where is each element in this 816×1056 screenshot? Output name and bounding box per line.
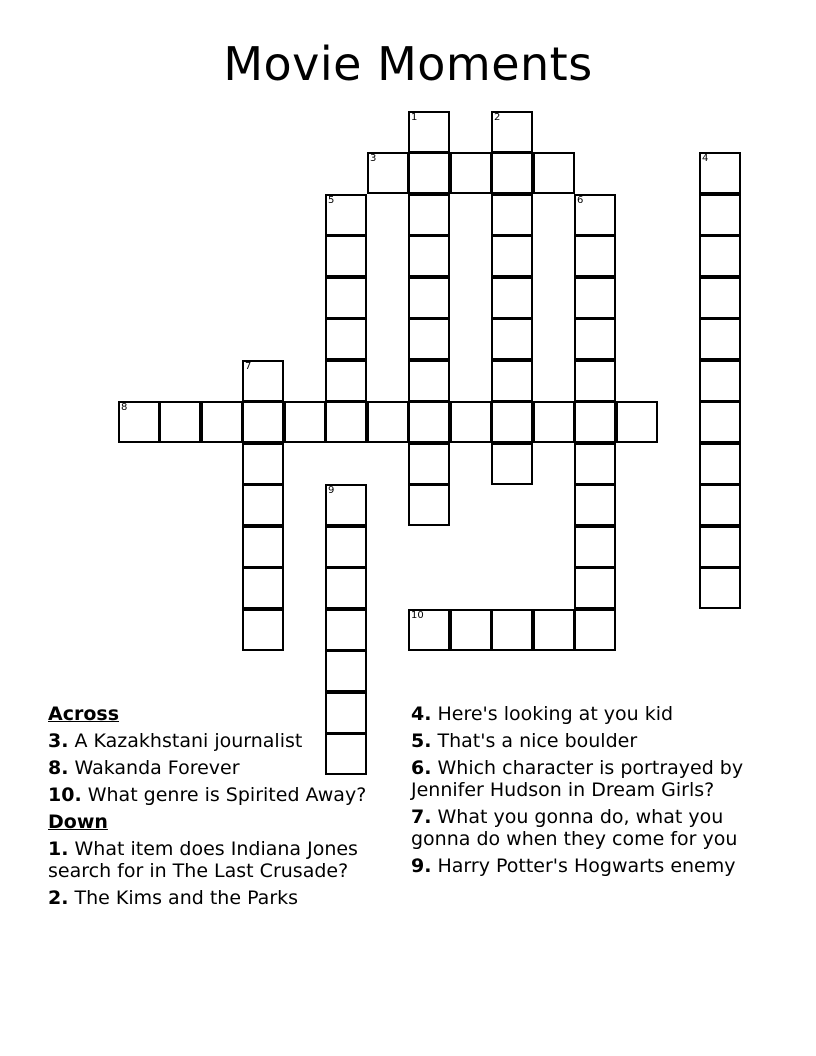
cell-number: 7 bbox=[245, 361, 252, 372]
down-clue-1 bbox=[48, 838, 400, 882]
clue-number: 4. bbox=[411, 703, 432, 725]
grid-cell[interactable] bbox=[533, 152, 575, 194]
grid-cell[interactable] bbox=[616, 401, 658, 443]
down-clue-7 bbox=[411, 806, 781, 850]
clue-text: Harry Potter's Hogwarts enemy bbox=[437, 855, 736, 877]
clue-text: What you gonna do, what you gonna do when they come for you bbox=[411, 806, 738, 850]
grid-cell[interactable] bbox=[574, 443, 616, 485]
grid-cell[interactable] bbox=[284, 401, 326, 443]
grid-cell[interactable] bbox=[491, 360, 533, 402]
clue-number: 6. bbox=[411, 757, 432, 779]
grid-cell[interactable] bbox=[574, 360, 616, 402]
across-clue-10 bbox=[48, 784, 400, 806]
grid-cell[interactable] bbox=[533, 401, 575, 443]
cell-number: 8 bbox=[121, 402, 128, 413]
clue-number: 1. bbox=[48, 838, 69, 860]
grid-cell[interactable] bbox=[699, 235, 741, 277]
grid-cell[interactable] bbox=[574, 318, 616, 360]
grid-cell[interactable] bbox=[325, 277, 367, 319]
grid-cell[interactable] bbox=[699, 152, 741, 194]
grid-cell[interactable] bbox=[325, 194, 367, 236]
grid-cell[interactable] bbox=[242, 609, 284, 651]
grid-cell[interactable] bbox=[574, 235, 616, 277]
grid-cell[interactable] bbox=[491, 194, 533, 236]
grid-cell[interactable] bbox=[408, 111, 450, 153]
grid-cell[interactable] bbox=[408, 443, 450, 485]
across-clue-8 bbox=[48, 757, 400, 779]
down-clue-9 bbox=[411, 855, 781, 877]
grid-cell[interactable] bbox=[325, 567, 367, 609]
down-clue-4 bbox=[411, 703, 781, 725]
grid-cell[interactable] bbox=[491, 277, 533, 319]
down-clue-2 bbox=[48, 887, 400, 909]
grid-cell[interactable] bbox=[450, 152, 492, 194]
grid-cell[interactable] bbox=[450, 609, 492, 651]
grid-cell[interactable] bbox=[242, 401, 284, 443]
grid-cell[interactable] bbox=[408, 152, 450, 194]
grid-cell[interactable] bbox=[242, 443, 284, 485]
across-clue-3 bbox=[48, 730, 400, 752]
grid-cell[interactable] bbox=[408, 235, 450, 277]
grid-cell[interactable] bbox=[325, 360, 367, 402]
clue-text: What genre is Spirited Away? bbox=[87, 784, 367, 806]
cell-number: 4 bbox=[702, 153, 709, 164]
grid-cell[interactable] bbox=[201, 401, 243, 443]
clue-text: Which character is portrayed by Jennifer Hudson in Dream Girls? bbox=[411, 757, 744, 801]
grid-cell[interactable] bbox=[242, 360, 284, 402]
cell-number: 6 bbox=[577, 195, 584, 206]
clue-number: 8. bbox=[48, 757, 69, 779]
grid-cell[interactable] bbox=[450, 401, 492, 443]
clue-text: What item does Indiana Jones search for in The Last Crusade? bbox=[48, 838, 358, 882]
cell-number: 1 bbox=[411, 112, 418, 123]
grid-cell[interactable] bbox=[367, 152, 409, 194]
down-clue-5 bbox=[411, 730, 781, 752]
cell-number: 2 bbox=[494, 112, 501, 123]
cell-number: 3 bbox=[370, 153, 377, 164]
clue-number: 3. bbox=[48, 730, 69, 752]
grid-cell[interactable] bbox=[408, 277, 450, 319]
clue-number: 2. bbox=[48, 887, 69, 909]
grid-cell[interactable] bbox=[325, 650, 367, 692]
grid-cell[interactable] bbox=[325, 609, 367, 651]
grid-cell[interactable] bbox=[491, 152, 533, 194]
grid-cell[interactable] bbox=[325, 526, 367, 568]
clue-text: Here's looking at you kid bbox=[437, 703, 674, 725]
grid-cell[interactable] bbox=[408, 484, 450, 526]
grid-cell[interactable] bbox=[574, 567, 616, 609]
grid-cell[interactable] bbox=[242, 484, 284, 526]
grid-cell[interactable] bbox=[408, 360, 450, 402]
cell-number: 9 bbox=[328, 485, 335, 496]
grid-cell[interactable] bbox=[699, 194, 741, 236]
grid-cell[interactable] bbox=[574, 401, 616, 443]
across-heading: Across bbox=[48, 703, 120, 725]
grid-cell[interactable] bbox=[533, 609, 575, 651]
grid-cell[interactable] bbox=[699, 360, 741, 402]
clue-column-right bbox=[411, 703, 781, 882]
grid-cell[interactable] bbox=[242, 526, 284, 568]
grid-cell[interactable] bbox=[491, 443, 533, 485]
cell-number: 10 bbox=[411, 610, 424, 621]
grid-cell[interactable] bbox=[118, 401, 160, 443]
grid-cell[interactable] bbox=[491, 401, 533, 443]
grid-cell[interactable] bbox=[325, 235, 367, 277]
grid-cell[interactable] bbox=[699, 526, 741, 568]
grid-cell[interactable] bbox=[699, 318, 741, 360]
grid-cell[interactable] bbox=[408, 318, 450, 360]
clue-text: The Kims and the Parks bbox=[74, 887, 299, 909]
grid-cell[interactable] bbox=[408, 401, 450, 443]
down-heading: Down bbox=[48, 811, 108, 833]
cell-number: 5 bbox=[328, 195, 335, 206]
grid-cell[interactable] bbox=[325, 401, 367, 443]
grid-cell[interactable] bbox=[699, 443, 741, 485]
grid-cell[interactable] bbox=[408, 609, 450, 651]
grid-cell[interactable] bbox=[325, 318, 367, 360]
puzzle-title: Movie Moments bbox=[223, 37, 593, 91]
grid-cell[interactable] bbox=[699, 277, 741, 319]
grid-cell[interactable] bbox=[574, 609, 616, 651]
grid-cell[interactable] bbox=[574, 194, 616, 236]
grid-cell[interactable] bbox=[325, 484, 367, 526]
grid-cell[interactable] bbox=[367, 401, 409, 443]
grid-cell[interactable] bbox=[699, 567, 741, 609]
grid-cell[interactable] bbox=[408, 194, 450, 236]
grid-cell[interactable] bbox=[159, 401, 201, 443]
clue-column-left bbox=[48, 703, 400, 914]
grid-cell[interactable] bbox=[242, 567, 284, 609]
grid-cell[interactable] bbox=[574, 526, 616, 568]
clue-text: Wakanda Forever bbox=[74, 757, 240, 779]
grid-cell[interactable] bbox=[699, 401, 741, 443]
clue-number: 7. bbox=[411, 806, 432, 828]
grid-cell[interactable] bbox=[491, 235, 533, 277]
grid-cell[interactable] bbox=[574, 277, 616, 319]
clue-number: 9. bbox=[411, 855, 432, 877]
grid-cell[interactable] bbox=[574, 484, 616, 526]
clue-number: 5. bbox=[411, 730, 432, 752]
grid-cell[interactable] bbox=[491, 318, 533, 360]
clue-text: A Kazakhstani journalist bbox=[74, 730, 303, 752]
grid-cell[interactable] bbox=[491, 111, 533, 153]
grid-cell[interactable] bbox=[699, 484, 741, 526]
grid-cell[interactable] bbox=[491, 609, 533, 651]
clue-number: 10. bbox=[48, 784, 82, 806]
clue-text: That's a nice boulder bbox=[437, 730, 638, 752]
down-clue-6 bbox=[411, 757, 781, 801]
